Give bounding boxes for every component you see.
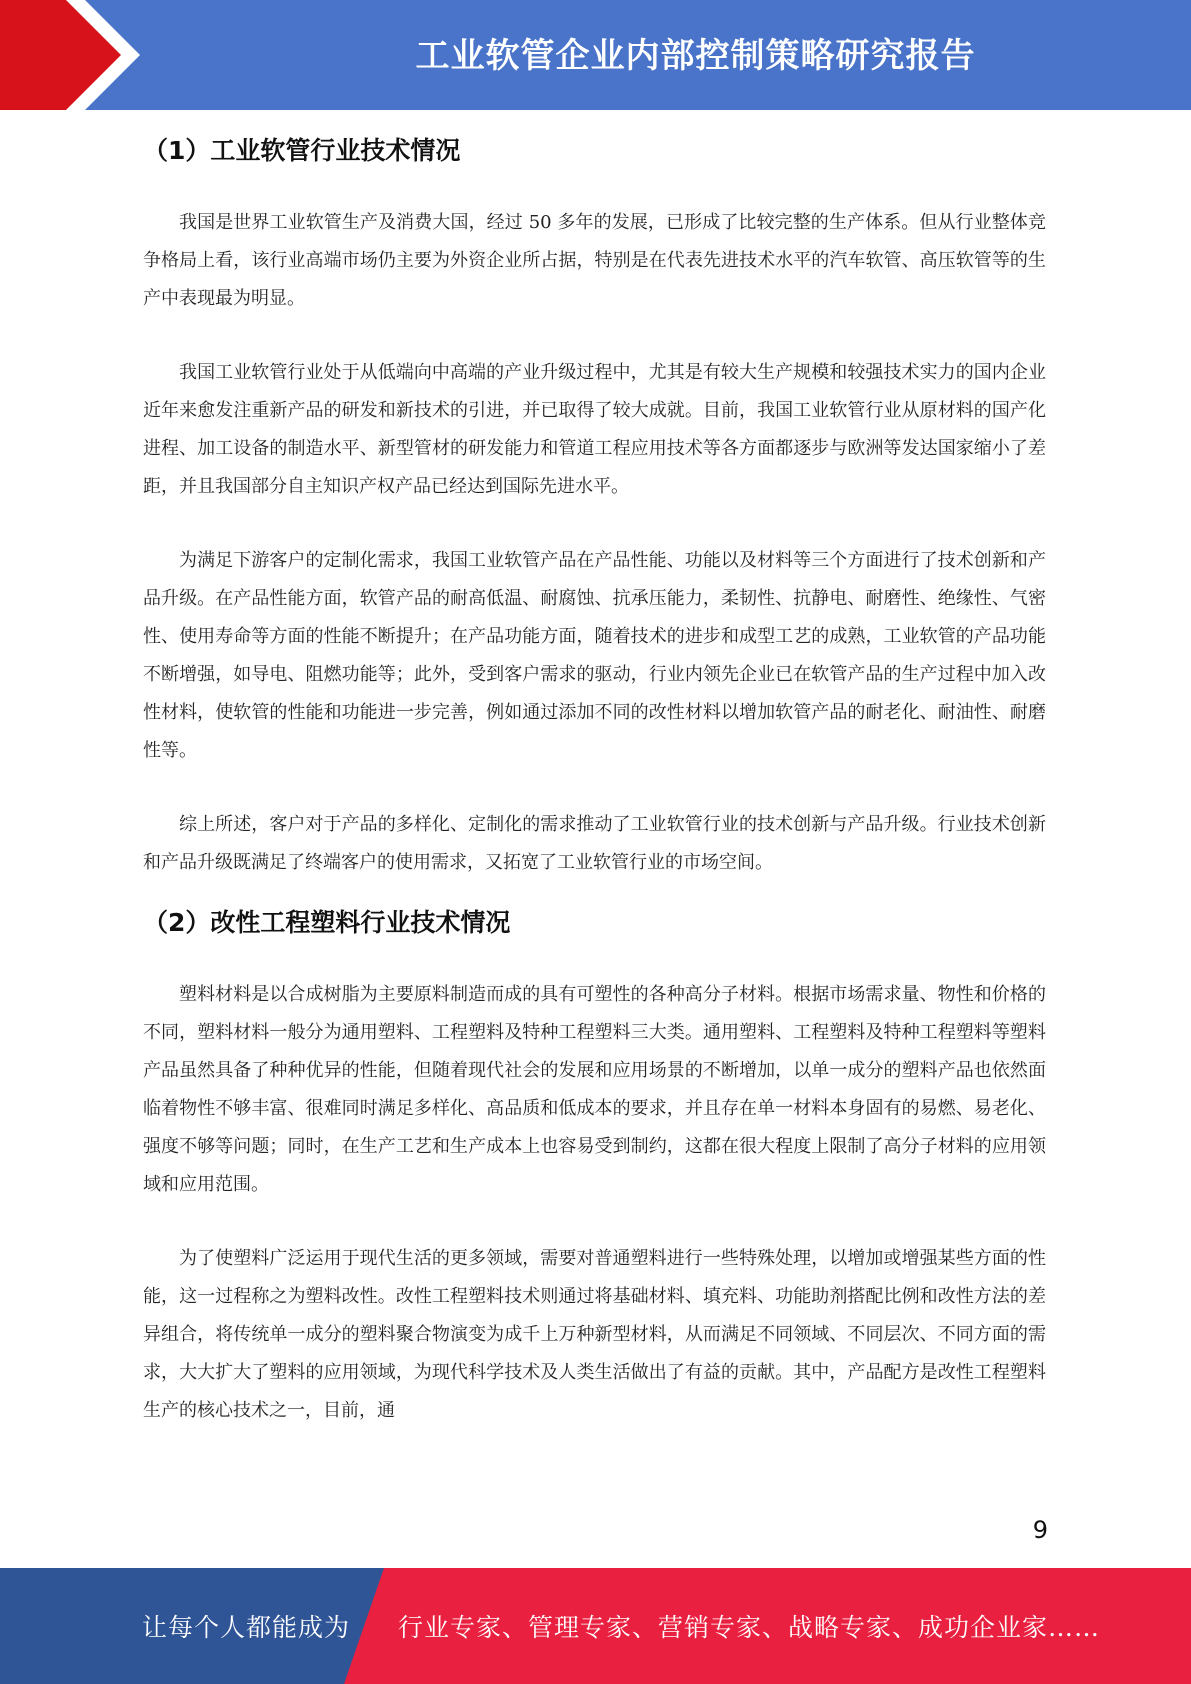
section-heading-2: （2）改性工程塑料行业技术情况 bbox=[143, 908, 511, 937]
paragraph: 我国工业软管行业处于从低端向中高端的产业升级过程中，尤其是有较大生产规模和较强技术实力的国内企业近年来愈发注重新产品的研发和新技术的引进，并已取得了较大成就。目前，我国工业软管行业从原材料的国产化进程、加工设备的制造水平、新型管材的研发能力和管道工程应用技术等各方面都逐步与欧洲等发达国家缩小了差距，并且我国部分自主知识产权产品已经达到国际先进水平。 bbox=[143, 362, 1046, 497]
paragraph: 综上所述，客户对于产品的多样化、定制化的需求推动了工业软管行业的技术创新与产品升级。行业技术创新和产品升级既满足了终端客户的使用需求，又拓宽了工业软管行业的市场空间。 bbox=[143, 814, 1046, 873]
paragraph: 为了使塑料广泛运用于现代生活的更多领域，需要对普通塑料进行一些特殊处理，以增加或增强某些方面的性能，这一过程称之为塑料改性。改性工程塑料技术则通过将基础材料、填充料、功能助剂搭配比例和改性方法的差异组合，将传统单一成分的塑料聚合物演变为成千上万种新型材料，从而满足不同领域、不同层次、不同方面的需求，大大扩大了塑料的应用领域，为现代科学技术及人类生活做出了有益的贡献。其中，产品配方是改性工程塑料生产的核心技术之一，目前，通 bbox=[143, 1248, 1046, 1421]
footer-slogan-left: 让每个人都能成为 bbox=[142, 1613, 351, 1642]
page-header bbox=[0, 0, 1191, 110]
report-title: 工业软管企业内部控制策略研究报告 bbox=[415, 35, 976, 76]
paragraph: 塑料材料是以合成树脂为主要原料制造而成的具有可塑性的各种高分子材料。根据市场需求量、物性和价格的不同，塑料材料一般分为通用塑料、工程塑料及特种工程塑料三大类。通用塑料、工程塑料及特种工程塑料等塑料产品虽然具备了种种优异的性能，但随着现代社会的发展和应用场景的不断增加，以单一成分的塑料产品也依然面临着物性不够丰富、很难同时满足多样化、高品质和低成本的要求，并且存在单一材料本身固有的易燃、易老化、强度不够等问题；同时，在生产工艺和生产成本上也容易受到制约，这都在很大程度上限制了高分子材料的应用领域和应用范围。 bbox=[143, 984, 1046, 1195]
page-number: 9 bbox=[1032, 1516, 1048, 1544]
paragraph: 我国是世界工业软管生产及消费大国，经过 50 多年的发展，已形成了比较完整的生产体系。但从行业整体竞争格局上看，该行业高端市场仍主要为外资企业所占据，特别是在代表先进技术水平的汽车软管、高压软管等的生产中表现最为明显。 bbox=[143, 212, 1046, 309]
footer-slogan-right: 行业专家、管理专家、营销专家、战略专家、成功企业家…… bbox=[398, 1613, 1101, 1642]
paragraph: 为满足下游客户的定制化需求，我国工业软管产品在产品性能、功能以及材料等三个方面进行了技术创新和产品升级。在产品性能方面，软管产品的耐高低温、耐腐蚀、抗承压能力，柔韧性、抗静电、耐磨性、绝缘性、气密性、使用寿命等方面的性能不断提升；在产品功能方面，随着技术的进步和成型工艺的成熟，工业软管的产品功能不断增强，如导电、阻燃功能等；此外，受到客户需求的驱动，行业内领先企业已在软管产品的生产过程中加入改性材料，使软管的性能和功能进一步完善，例如通过添加不同的改性材料以增加软管产品的耐老化、耐油性、耐磨性等。 bbox=[143, 550, 1046, 761]
section-heading-1: （1）工业软管行业技术情况 bbox=[143, 136, 461, 165]
document-body bbox=[143, 118, 1046, 1430]
page-footer bbox=[0, 1568, 1191, 1684]
